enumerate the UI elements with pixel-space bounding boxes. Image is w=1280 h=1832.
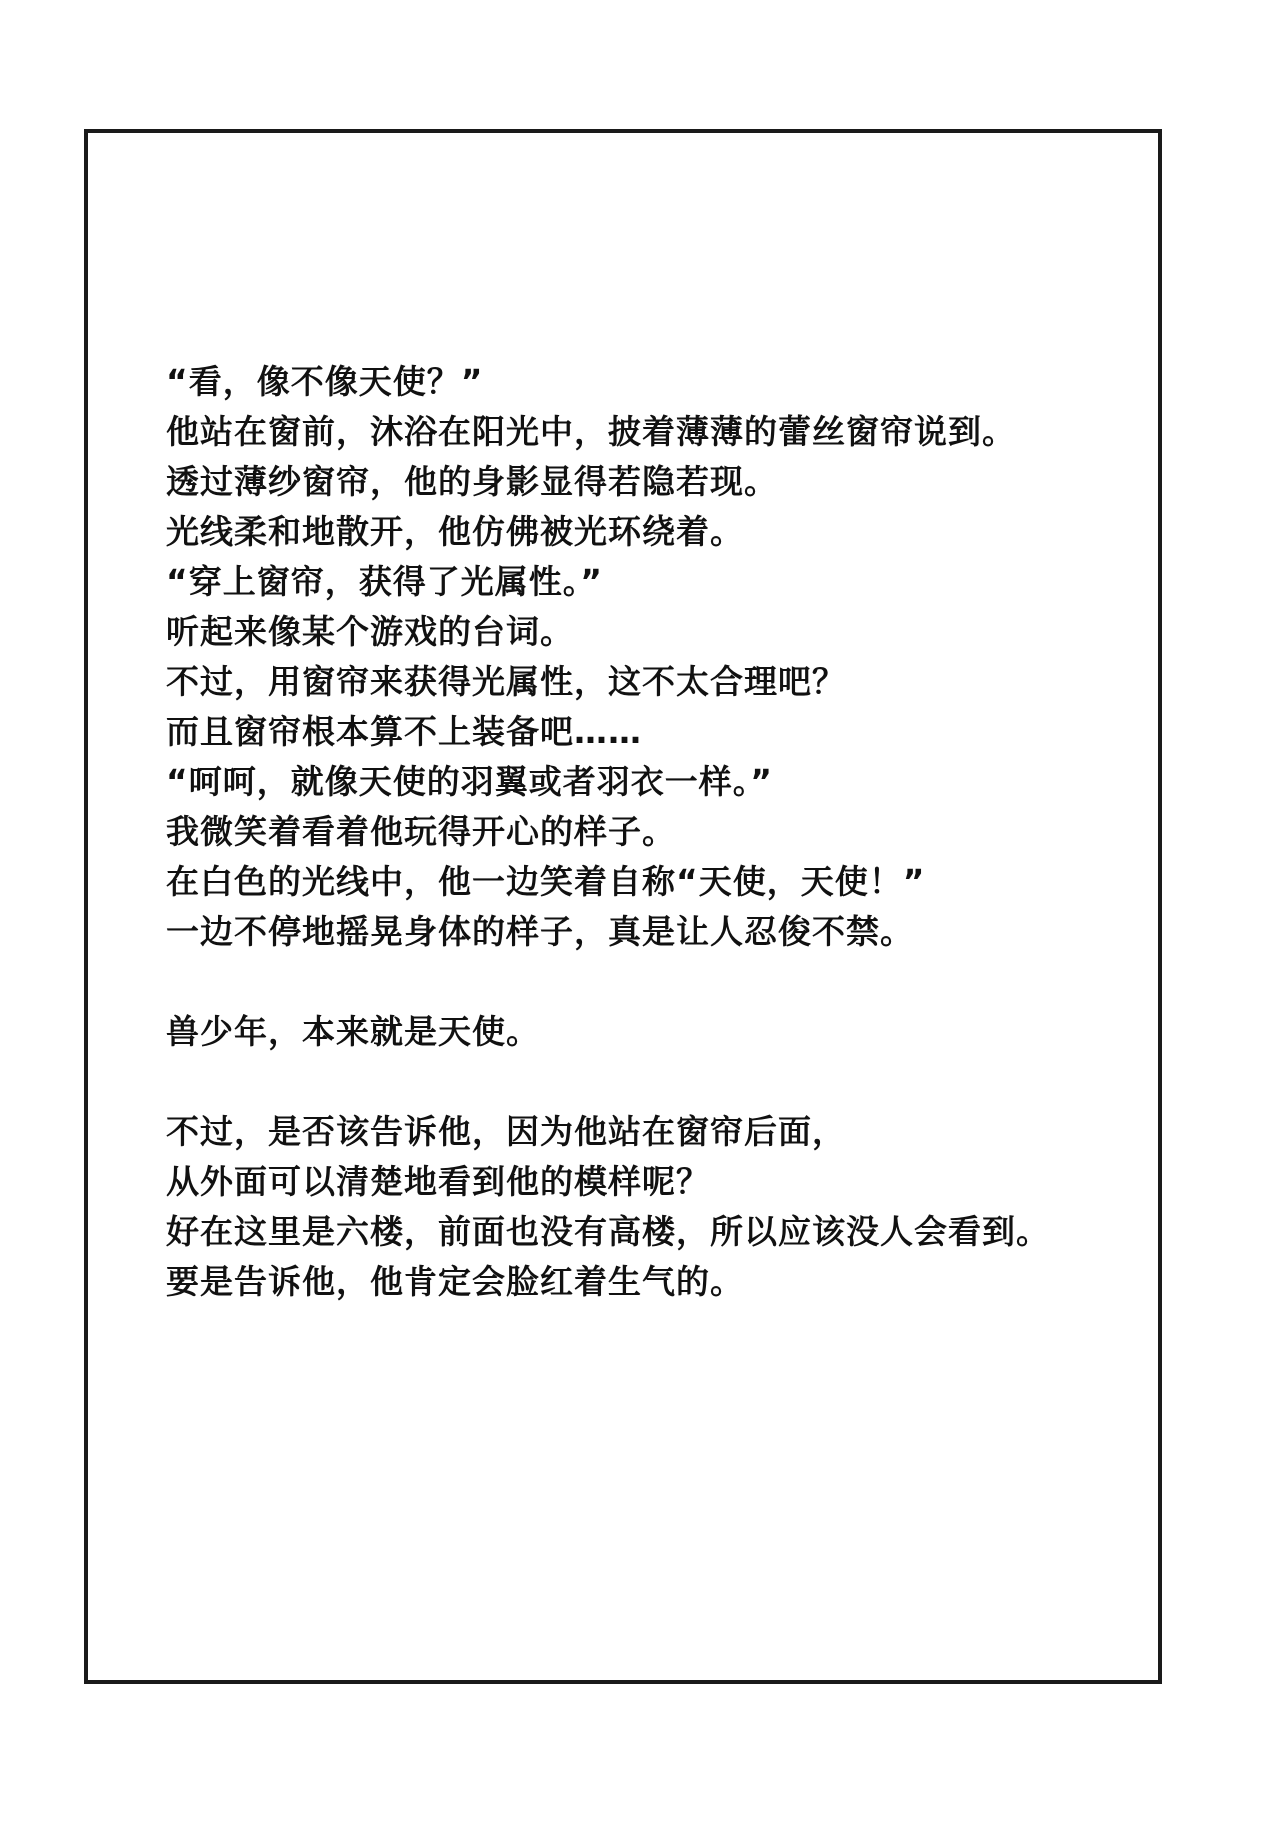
- text-line: 在白色的光线中，他一边笑着自称“天使，天使！”: [166, 862, 926, 901]
- text-line: 听起来像某个游戏的台词。: [166, 612, 574, 651]
- story-text-block: [166, 357, 1126, 1307]
- text-line: “穿上窗帘，获得了光属性。”: [166, 562, 603, 601]
- text-line: “看，像不像天使？”: [166, 362, 484, 401]
- text-line: 不过，是否该告诉他，因为他站在窗帘后面，: [166, 1112, 846, 1151]
- text-line: 好在这里是六楼，前面也没有高楼，所以应该没人会看到。: [166, 1212, 1050, 1251]
- text-line: 兽少年，本来就是天使。: [166, 1012, 540, 1051]
- text-line: 而且窗帘根本算不上装备吧……: [166, 712, 642, 751]
- text-line: 透过薄纱窗帘，他的身影显得若隐若现。: [166, 462, 778, 501]
- text-line: 从外面可以清楚地看到他的模样呢？: [166, 1162, 710, 1201]
- text-line: 要是告诉他，他肯定会脸红着生气的。: [166, 1262, 744, 1301]
- text-line: 他站在窗前，沐浴在阳光中，披着薄薄的蕾丝窗帘说到。: [166, 412, 1016, 451]
- text-line: 我微笑着看着他玩得开心的样子。: [166, 812, 676, 851]
- text-line: 一边不停地摇晃身体的样子，真是让人忍俊不禁。: [166, 912, 914, 951]
- text-line: 光线柔和地散开，他仿佛被光环绕着。: [166, 512, 744, 551]
- text-line: 不过，用窗帘来获得光属性，这不太合理吧？: [166, 662, 846, 701]
- paragraph-gap: [166, 957, 1126, 1007]
- paragraph-gap: [166, 1057, 1126, 1107]
- text-line: “呵呵，就像天使的羽翼或者羽衣一样。”: [166, 762, 773, 801]
